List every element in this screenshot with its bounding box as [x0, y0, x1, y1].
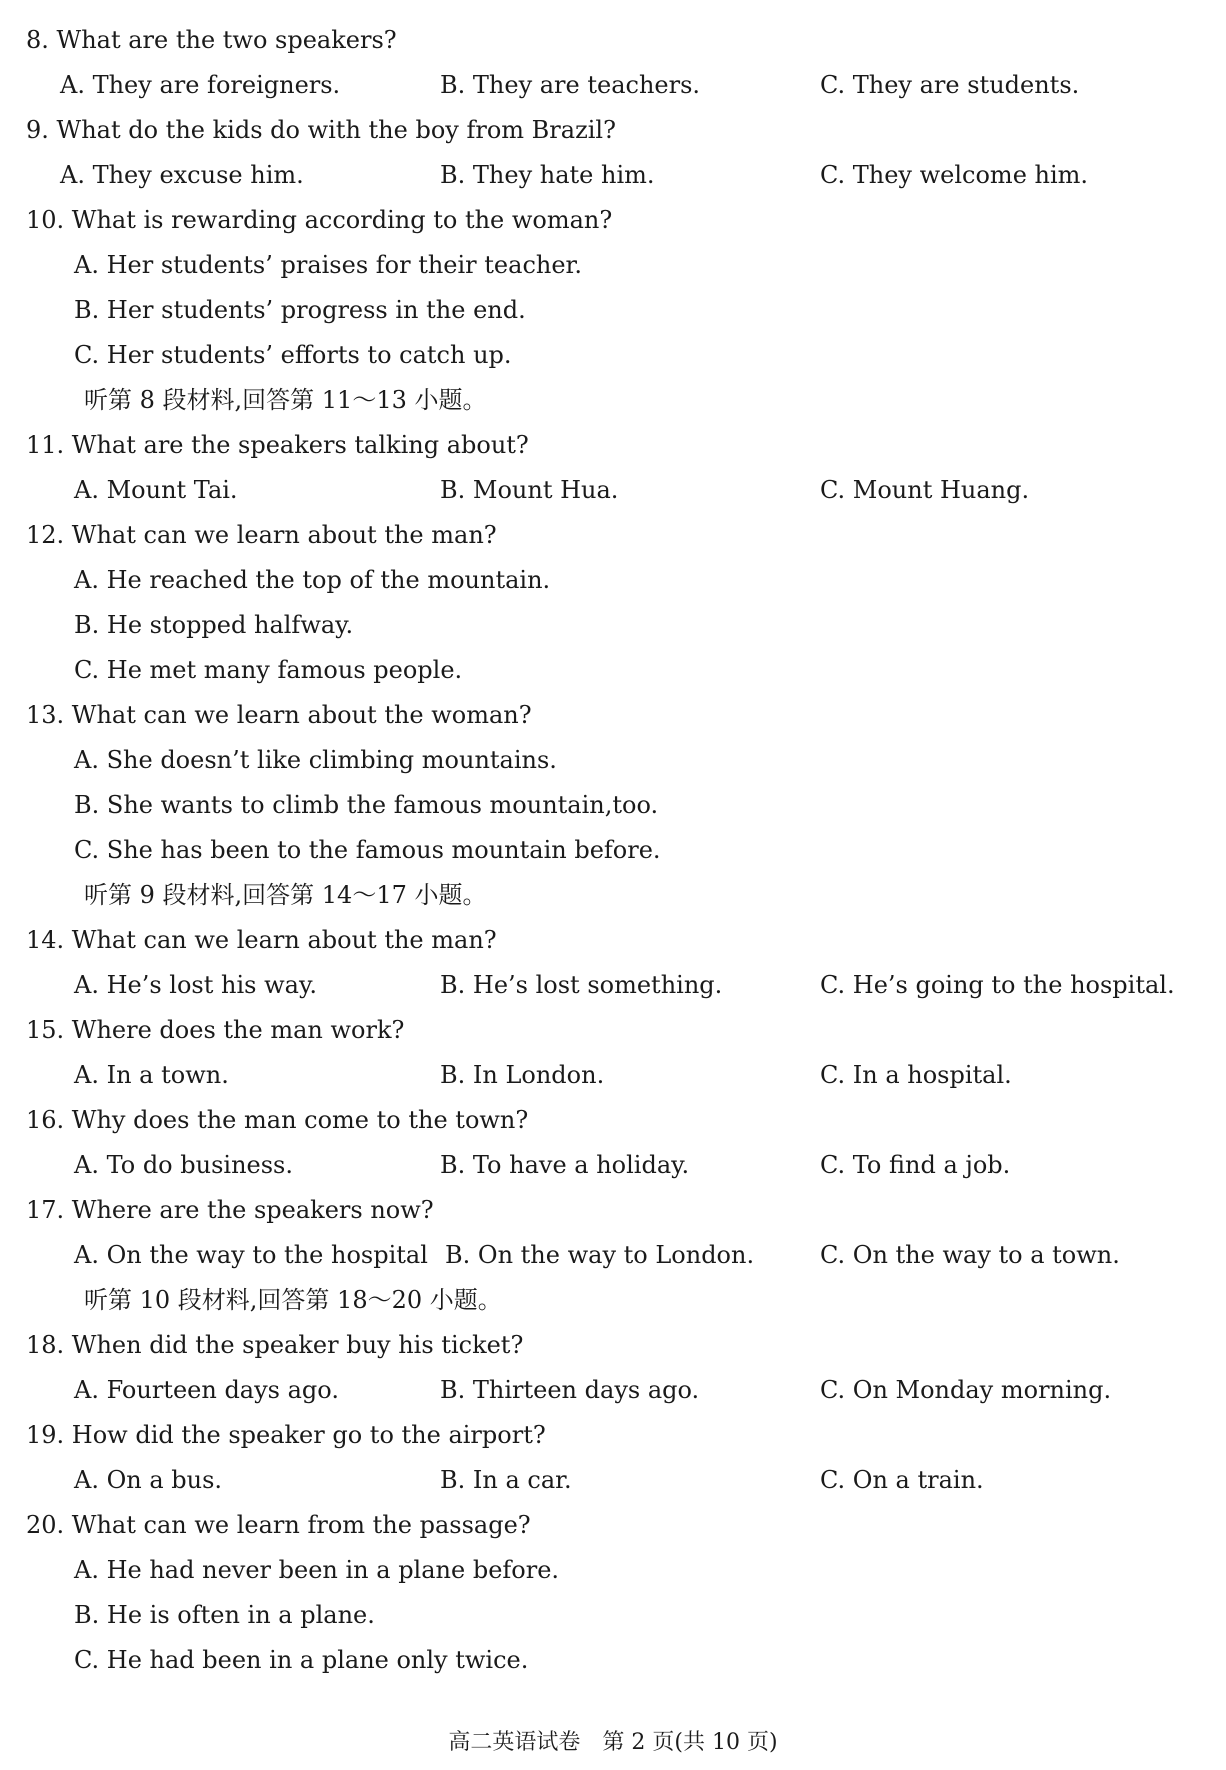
option-9b: B. They hate him. — [440, 161, 655, 189]
option-14c: C. He’s going to the hospital. — [820, 971, 1175, 999]
question-10: 10. What is rewarding according to the woman? — [26, 206, 613, 234]
question-19: 19. How did the speaker go to the airport? — [26, 1421, 546, 1449]
question-17: 17. Where are the speakers now? — [26, 1196, 434, 1224]
option-17c: C. On the way to a town. — [820, 1241, 1120, 1269]
question-8: 8. What are the two speakers? — [26, 26, 397, 54]
option-8c: C. They are students. — [820, 71, 1080, 99]
question-9: 9. What do the kids do with the boy from Brazil? — [26, 116, 616, 144]
question-18: 18. When did the speaker buy his ticket? — [26, 1331, 524, 1359]
option-20c: C. He had been in a plane only twice. — [74, 1646, 529, 1674]
question-13: 13. What can we learn about the woman? — [26, 701, 532, 729]
option-18b: B. Thirteen days ago. — [440, 1376, 700, 1404]
section-8-heading: 听第 8 段材料,回答第 11～13 小题。 — [84, 386, 487, 414]
option-20a: A. He had never been in a plane before. — [74, 1556, 560, 1584]
option-10b: B. Her students’ progress in the end. — [74, 296, 526, 324]
option-13c: C. She has been to the famous mountain before. — [74, 836, 661, 864]
question-15: 15. Where does the man work? — [26, 1016, 405, 1044]
option-8a: A. They are foreigners. — [60, 71, 341, 99]
option-12c: C. He met many famous people. — [74, 656, 463, 684]
option-11a: A. Mount Tai. — [74, 476, 238, 504]
option-15a: A. In a town. — [74, 1061, 229, 1089]
page-footer: 高二英语试卷 第 2 页(共 10 页) — [448, 1730, 778, 1755]
option-14b: B. He’s lost something. — [440, 971, 723, 999]
option-14a: A. He’s lost his way. — [74, 971, 317, 999]
option-9c: C. They welcome him. — [820, 161, 1089, 189]
option-13b: B. She wants to climb the famous mountain,too. — [74, 791, 659, 819]
option-19b: B. In a car. — [440, 1466, 572, 1494]
question-14: 14. What can we learn about the man? — [26, 926, 497, 954]
option-16c: C. To find a job. — [820, 1151, 1011, 1179]
option-15b: B. In London. — [440, 1061, 605, 1089]
option-13a: A. She doesn’t like climbing mountains. — [74, 746, 557, 774]
option-15c: C. In a hospital. — [820, 1061, 1012, 1089]
option-11b: B. Mount Hua. — [440, 476, 619, 504]
option-8b: B. They are teachers. — [440, 71, 701, 99]
option-19a: A. On a bus. — [74, 1466, 223, 1494]
option-9a: A. They excuse him. — [60, 161, 304, 189]
option-12b: B. He stopped halfway. — [74, 611, 354, 639]
question-20: 20. What can we learn from the passage? — [26, 1511, 531, 1539]
question-16: 16. Why does the man come to the town? — [26, 1106, 529, 1134]
option-17b: B. On the way to London. — [445, 1241, 755, 1269]
option-16b: B. To have a holiday. — [440, 1151, 690, 1179]
option-19c: C. On a train. — [820, 1466, 984, 1494]
option-18a: A. Fourteen days ago. — [74, 1376, 339, 1404]
option-12a: A. He reached the top of the mountain. — [74, 566, 551, 594]
option-10a: A. Her students’ praises for their teacher. — [74, 251, 583, 279]
section-10-heading: 听第 10 段材料,回答第 18～20 小题。 — [84, 1286, 502, 1314]
option-11c: C. Mount Huang. — [820, 476, 1030, 504]
option-20b: B. He is often in a plane. — [74, 1601, 375, 1629]
option-16a: A. To do business. — [74, 1151, 293, 1179]
option-18c: C. On Monday morning. — [820, 1376, 1112, 1404]
question-11: 11. What are the speakers talking about? — [26, 431, 529, 459]
question-12: 12. What can we learn about the man? — [26, 521, 497, 549]
option-10c: C. Her students’ efforts to catch up. — [74, 341, 512, 369]
option-17a: A. On the way to the hospital — [74, 1241, 428, 1269]
section-9-heading: 听第 9 段材料,回答第 14～17 小题。 — [84, 881, 487, 909]
